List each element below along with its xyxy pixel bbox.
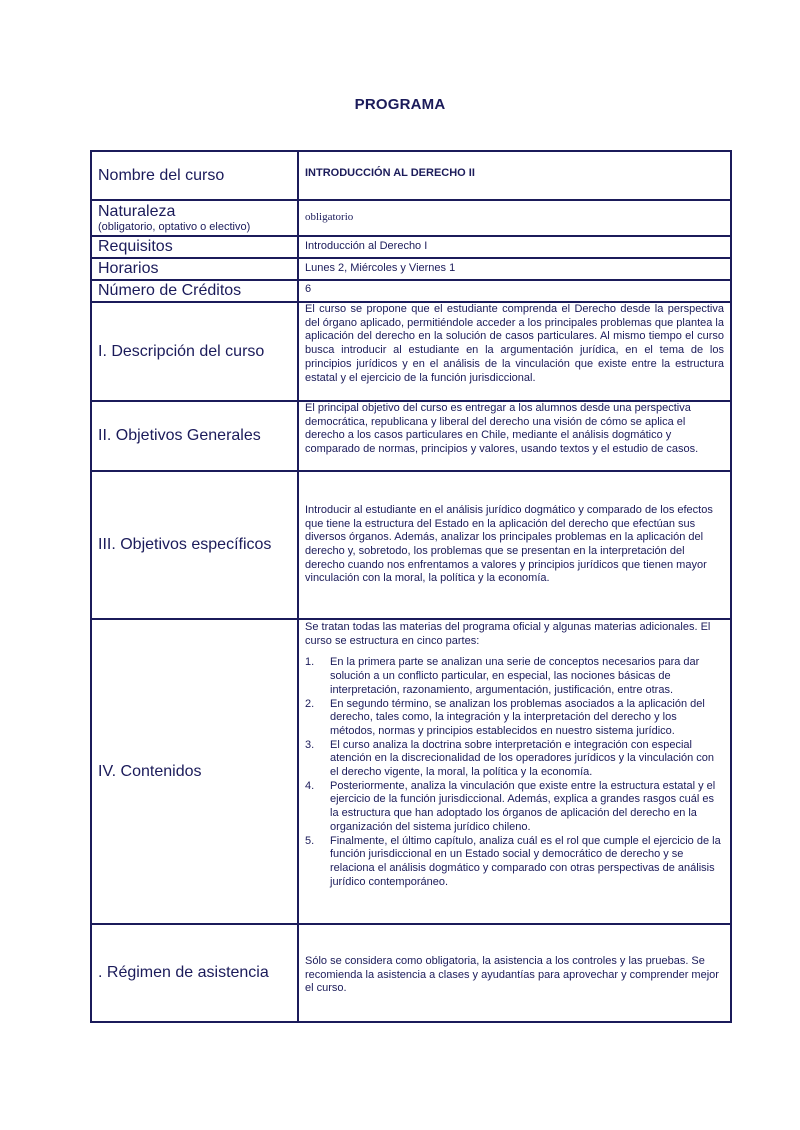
general-objectives-label: II. Objetivos Generales bbox=[91, 401, 298, 471]
list-item bbox=[305, 779, 724, 835]
schedule-label: Horarios bbox=[91, 258, 298, 280]
list-item-text: En la primera parte se analizan una serie de conceptos necesarios para dar solución a un conflicto particular, en especial, las nociones básicas de interpretación, razonamiento, argumentación, justificación, entre otras. bbox=[330, 656, 700, 696]
program-table bbox=[90, 150, 732, 1023]
contents-cell bbox=[298, 619, 731, 924]
list-item-text: Finalmente, el último capítulo, analiza cuál es el rol que cumple el ejercicio de la función jurisdiccional en un Estado social y democrático de derecho y se relaciona el análisis dogmático y comparado con otras perspectivas de análisis jurídico contemporáneo. bbox=[330, 834, 721, 888]
schedule-value: Lunes 2, Miércoles y Viernes 1 bbox=[298, 258, 731, 280]
description-label: I. Descripción del curso bbox=[91, 302, 298, 401]
description-value: El curso se propone que el estudiante comprenda el Derecho desde la perspectiva del órgano aplicado, permitiéndole acceder a los principales problemas que plantea la aplicación del derecho en la solución de casos particulares. Al mismo tiempo el curso busca introducir al estudiante en la argumentación jurídica, en el tema de los principios jurídicos y en el análisis de la vinculación que existe entre la estructura estatal y el ejercicio de la función jurisdiccional. bbox=[298, 302, 731, 401]
table-row bbox=[91, 236, 731, 258]
list-item bbox=[305, 834, 724, 890]
list-item-number: 1. bbox=[305, 656, 315, 669]
nature-sublabel: (obligatorio, optativo o electivo) bbox=[98, 220, 251, 233]
table-row bbox=[91, 924, 731, 1022]
table-row bbox=[91, 151, 731, 200]
credits-value: 6 bbox=[298, 280, 731, 302]
list-item bbox=[305, 738, 724, 780]
table-row bbox=[91, 619, 731, 924]
contents-list bbox=[305, 656, 724, 889]
contents-label: IV. Contenidos bbox=[91, 619, 298, 924]
specific-objectives-label: III. Objetivos específicos bbox=[91, 471, 298, 619]
list-item-number: 3. bbox=[305, 738, 315, 751]
list-item-text: Posteriormente, analiza la vinculación que existe entre la estructura estatal y el ejercicio de la función jurisdiccional. Además, explica a grandes rasgos cuál es la estructura que han adoptado los órganos de aplicación del derecho en la organización del sistema jurídico chileno. bbox=[330, 779, 716, 833]
course-name-label: Nombre del curso bbox=[91, 151, 298, 200]
table-row bbox=[91, 258, 731, 280]
specific-objectives-value: Introducir al estudiante en el análisis jurídico dogmático y comparado de los efectos que tiene la estructura del Estado en la aplicación del derecho que efectúan sus diversos órganos. Además, analizar los principales problemas en la aplicación del derecho y, sobretodo, los problemas que se presentan en la interpretación del derecho cuando nos enfrentamos a valores y principios jurídicos que tienen mayor vinculación con la moral, la política y la economía. bbox=[298, 471, 731, 619]
attendance-label: . Régimen de asistencia bbox=[91, 924, 298, 1022]
nature-cell bbox=[91, 200, 298, 236]
requirements-label: Requisitos bbox=[91, 236, 298, 258]
requirements-value: Introducción al Derecho I bbox=[298, 236, 731, 258]
table-row bbox=[91, 401, 731, 471]
table-row bbox=[91, 302, 731, 401]
list-item-text: El curso analiza la doctrina sobre interpretación e integración con especial atención en la discrecionalidad de los operadores jurídicos y la vinculación con el derecho vigente, la moral, la política y la economía. bbox=[330, 738, 715, 779]
credits-label: Número de Créditos bbox=[91, 280, 298, 302]
list-item-number: 5. bbox=[305, 834, 315, 847]
contents-intro: Se tratan todas las materias del programa oficial y algunas materias adicionales. El curso se estructura en cinco partes: bbox=[305, 621, 711, 647]
course-name-value: INTRODUCCIÓN AL DERECHO II bbox=[298, 151, 731, 200]
table-row bbox=[91, 200, 731, 236]
table-row bbox=[91, 471, 731, 619]
attendance-value: Sólo se considera como obligatoria, la asistencia a los controles y las pruebas. Se recomienda la asistencia a clases y ayudantías para aprovechar y comprender mejor el curso. bbox=[298, 924, 731, 1022]
nature-label: Naturaleza bbox=[98, 202, 176, 220]
list-item bbox=[305, 656, 724, 697]
nature-value: obligatorio bbox=[298, 200, 731, 236]
list-item-text: En segundo término, se analizan los problemas asociados a la aplicación del derecho, tales como, la integración y la interpretación del derecho y los métodos, normas y principios establecidos en nuestro sistema jurídico. bbox=[330, 697, 705, 737]
list-item bbox=[305, 697, 724, 739]
table-row bbox=[91, 280, 731, 302]
page-title: PROGRAMA bbox=[354, 96, 446, 113]
list-item-number: 4. bbox=[305, 779, 315, 792]
list-item-number: 2. bbox=[305, 697, 315, 710]
general-objectives-value: El principal objetivo del curso es entregar a los alumnos desde una perspectiva democrática, republicana y liberal del derecho una visión de cómo se aplica el derecho a los casos particulares en Chile, mediante el análisis dogmático y comparado de normas, principios y valores, usando textos y el estudio de casos. bbox=[298, 401, 731, 471]
